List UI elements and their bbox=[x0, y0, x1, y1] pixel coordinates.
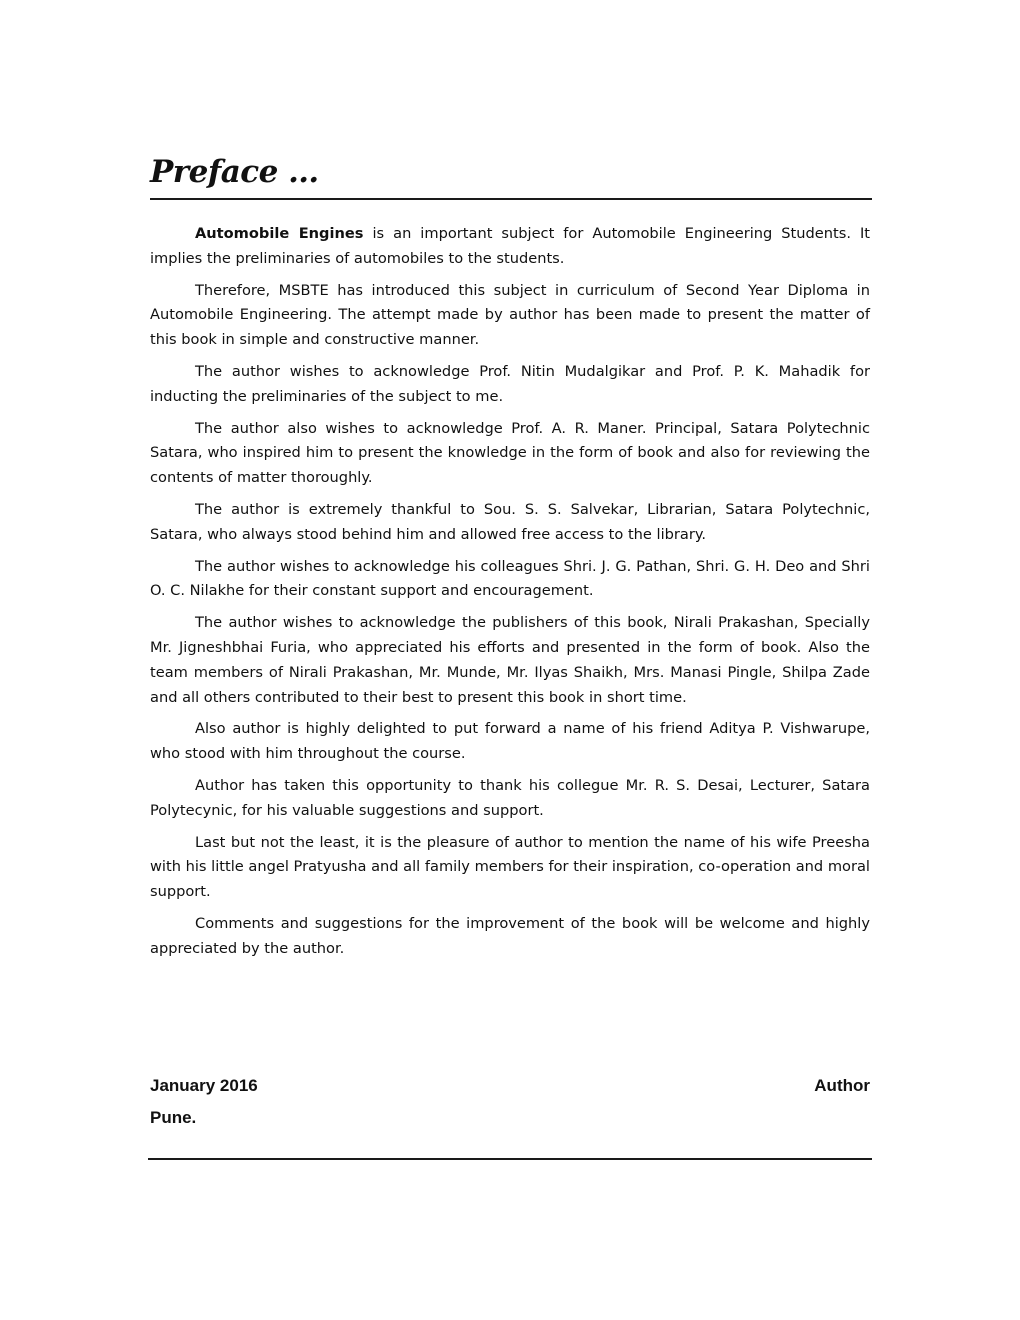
paragraph-text: Author has taken this opportunity to thank his collegue Mr. R. S. Desai, Lecturer, Satara Polytecynic, for his valuable suggestions and support. bbox=[150, 776, 870, 819]
title-divider bbox=[150, 198, 872, 200]
page-title: Preface … bbox=[150, 154, 319, 190]
paragraph bbox=[150, 555, 870, 605]
paragraph bbox=[150, 611, 870, 710]
paragraph bbox=[150, 717, 870, 767]
paragraph-text: is an important subject for Automobile Engineering Students. It implies the preliminaries of automobiles to the students. bbox=[150, 225, 870, 267]
paragraph-text: The author wishes to acknowledge the publishers of this book, Nirali Prakashan, Specially Mr. Jigneshbhai Furia, who appreciated his efforts and presented in the form of book. Also the team members of Nirali Prakashan, Mr. Munde, Mr. Ilyas Shaikh, Mrs. Manasi Pingle, Shilpa Zade and all others contributed to their best to present this book in short time. bbox=[150, 614, 870, 706]
paragraph bbox=[150, 774, 870, 824]
paragraph bbox=[150, 417, 870, 491]
paragraph-text: The author wishes to acknowledge his colleagues Shri. J. G. Pathan, Shri. G. H. Deo and Shri O. C. Nilakhe for their constant support and encouragement. bbox=[150, 557, 870, 600]
bottom-divider bbox=[148, 1158, 872, 1160]
paragraph bbox=[150, 831, 870, 905]
paragraph-text: The author is extremely thankful to Sou. S. S. Salvekar, Librarian, Satara Polytechnic, Satara, who always stood behind him and allowed free access to the library. bbox=[150, 500, 870, 543]
paragraph bbox=[150, 912, 870, 962]
paragraph bbox=[150, 279, 870, 353]
paragraph-lead: Automobile Engines bbox=[195, 225, 364, 242]
paragraph-text: Comments and suggestions for the improvement of the book will be welcome and highly appreciated by the author. bbox=[150, 914, 870, 957]
paragraph-text: Therefore, MSBTE has introduced this subject in curriculum of Second Year Diploma in Automobile Engineering. The attempt made by author has been made to present the matter of this book in simple and constructive manner. bbox=[150, 281, 870, 349]
paragraph bbox=[150, 498, 870, 548]
paragraph-text: The author wishes to acknowledge Prof. Nitin Mudalgikar and Prof. P. K. Mahadik for inducting the preliminaries of the subject to me. bbox=[150, 362, 870, 405]
paragraph-text: The author also wishes to acknowledge Prof. A. R. Maner. Principal, Satara Polytechnic Satara, who inspired him to present the knowledge in the form of book and also for reviewing the contents of matter thoroughly. bbox=[150, 419, 870, 487]
paragraph-text: Last but not the least, it is the pleasure of author to mention the name of his wife Preesha with his little angel Pratyusha and all family members for their inspiration, co-operation and moral support. bbox=[150, 833, 870, 901]
preface-page bbox=[150, 150, 872, 1127]
signature-author: Author bbox=[814, 1076, 870, 1095]
paragraph bbox=[150, 360, 870, 410]
paragraph-text: Also author is highly delighted to put forward a name of his friend Aditya P. Vishwarupe, who stood with him throughout the course. bbox=[150, 720, 870, 763]
signature-date: January 2016 bbox=[150, 1076, 258, 1095]
signature-block bbox=[150, 1074, 870, 1138]
preface-body bbox=[150, 222, 870, 969]
signature-place: Pune. bbox=[150, 1108, 197, 1127]
paragraph bbox=[150, 222, 870, 272]
